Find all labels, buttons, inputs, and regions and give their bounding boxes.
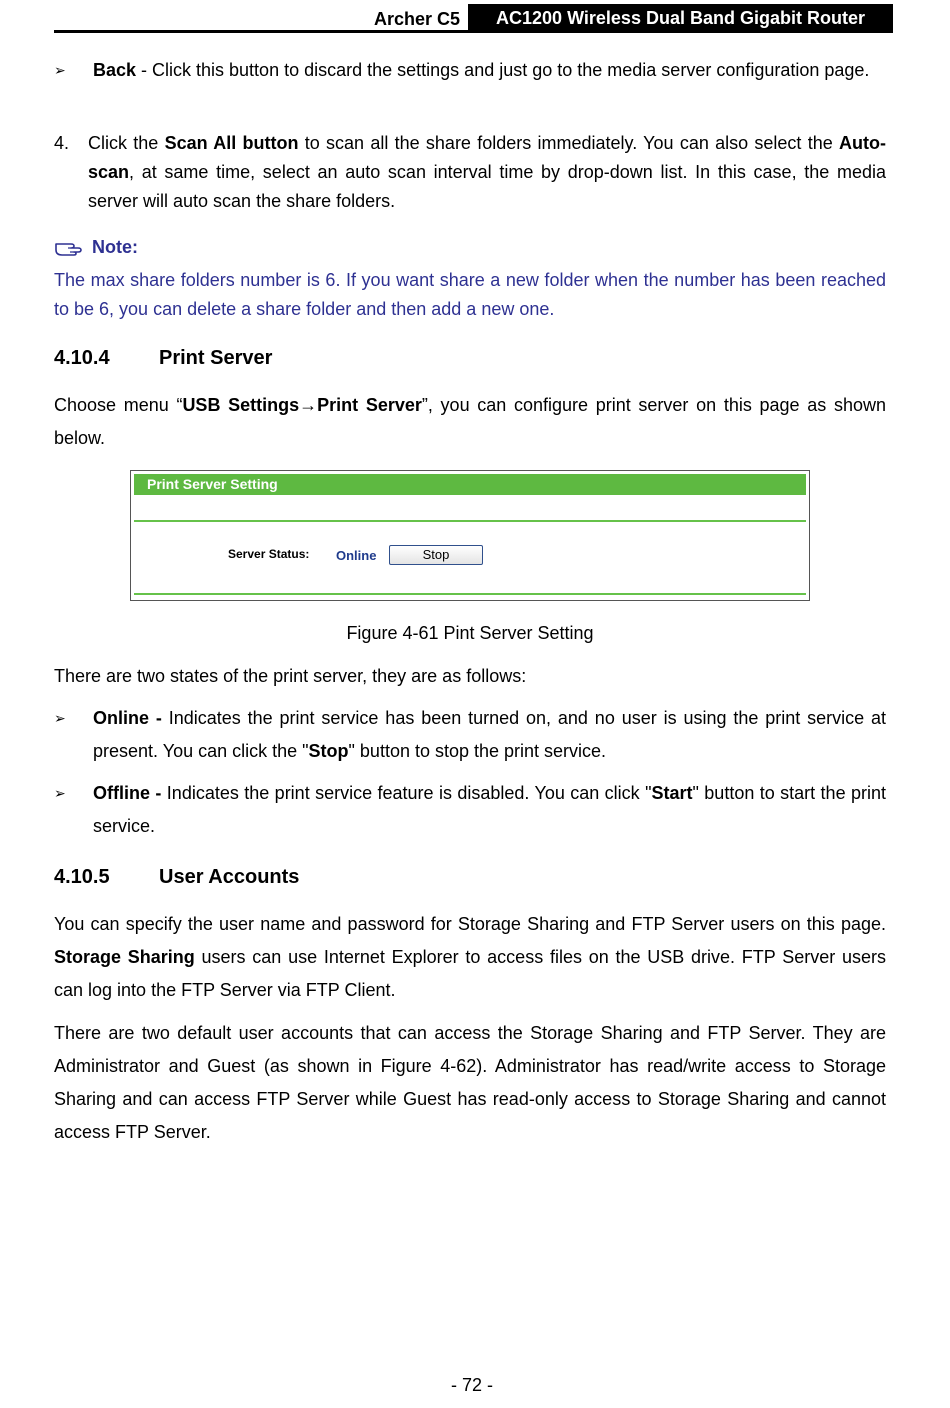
section-number: 4.10.5 (54, 866, 110, 888)
print-server-figure (130, 470, 810, 601)
offline-t1: Indicates the print service feature is disabled. You can click " (161, 783, 652, 803)
pointing-hand-icon (54, 239, 84, 257)
intro-t2: ”, you can configure print server on this page as shown below. (54, 395, 886, 448)
section-title: User Accounts (159, 866, 300, 888)
bullet-icon: ➢ (54, 62, 66, 78)
note-text: The max share folders number is 6. If you want share a new folder when the number has been reached to be 6, you can delete a share folder and then add a new one. (54, 270, 886, 319)
step4-t2: to scan all the share folders immediately. You can also select the (298, 133, 840, 153)
offline-label: Offline - (93, 783, 162, 803)
note-label: Note: (92, 237, 138, 257)
p1-t1: You can specify the user name and password for Storage Sharing and FTP Server users on this page. (54, 914, 886, 934)
back-item (93, 54, 886, 87)
step4-scan-all: Scan All button (164, 133, 299, 153)
user-accounts-p2: There are two default user accounts that can access the Storage Sharing and FTP Server. They are Administrator and Guest (as shown in Figure 4-62). Administrator has read/write access to Storage Sharing and can access FTP Server while Guest has read-only access to Storage Sharing and cannot access FTP Server. (54, 1023, 886, 1142)
online-t2: " button to stop the print service. (348, 741, 607, 761)
offline-item (93, 777, 886, 843)
online-label: Online - (93, 708, 162, 728)
server-status-label: Server Status: (228, 547, 310, 561)
bullet-icon: ➢ (54, 710, 66, 726)
stop-button[interactable]: Stop (389, 545, 483, 565)
offline-start: Start (651, 783, 693, 803)
online-t1: Indicates the print service has been turned on, and no user is using the print service at present. You can click the " (93, 708, 887, 761)
intro-t1: Choose menu “ (54, 395, 183, 415)
online-item (93, 702, 886, 768)
figure-title-bar: Print Server Setting (134, 474, 806, 495)
print-server-intro (54, 389, 886, 455)
note-heading (54, 236, 138, 258)
back-label: Back (93, 60, 137, 80)
user-accounts-p1 (54, 908, 886, 1007)
figure-caption: Figure 4-61 Pint Server Setting (346, 623, 594, 643)
states-intro: There are two states of the print server, they are as follows: (54, 666, 527, 686)
p1-t2: users can use Internet Explorer to access files on the USB drive. FTP Server users can log into the FTP Server via FTP Client. (54, 947, 886, 1000)
section-number: 4.10.4 (54, 347, 110, 369)
server-status-value: Online (336, 548, 377, 563)
section-title: Print Server (159, 347, 273, 369)
storage-sharing-bold: Storage Sharing (54, 947, 195, 967)
step4-text (88, 129, 886, 216)
back-text: - Click this button to discard the settings and just go to the media server configuration page. (136, 60, 870, 80)
header-rule (54, 30, 893, 33)
menu-path: USB Settings→Print Server (182, 395, 422, 415)
step4-t1: Click the (88, 133, 165, 153)
page-number: - 72 - (450, 1375, 493, 1395)
offline-t2: " button to start the print service. (93, 783, 886, 836)
step4-t3: , at same time, select an auto scan interval time by drop-down list. In this case, the media server will auto scan the share folders. (88, 162, 886, 211)
header-model: Archer C5 (373, 9, 460, 29)
step-number: 4. (54, 133, 70, 153)
section-heading-user-accounts (54, 865, 299, 889)
online-stop: Stop (308, 741, 349, 761)
bullet-icon: ➢ (54, 785, 66, 801)
section-heading-print-server (54, 346, 272, 370)
step4-auto-scan: Auto-scan (88, 133, 886, 182)
figure-divider-top (134, 520, 806, 522)
figure-divider-bottom (134, 593, 806, 595)
header-product: AC1200 Wireless Dual Band Gigabit Router (468, 4, 893, 33)
